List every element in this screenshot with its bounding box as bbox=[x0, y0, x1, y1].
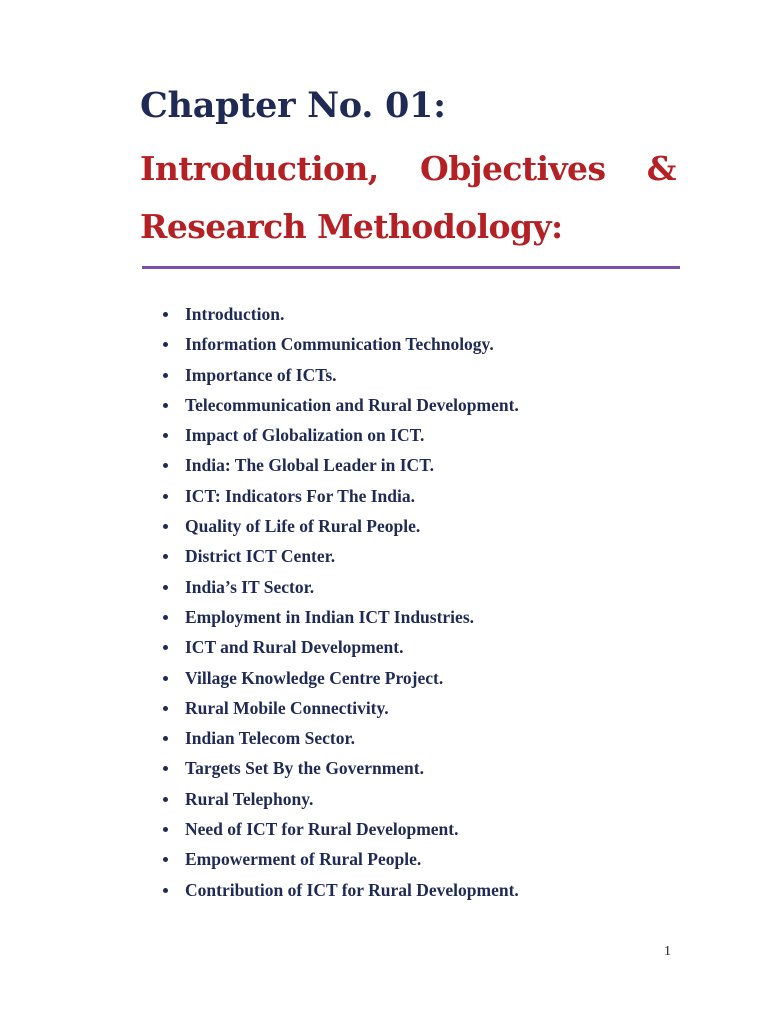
list-item bbox=[160, 391, 519, 421]
list-item-text: Empowerment of Rural People. bbox=[185, 849, 422, 870]
list-item-text: District ICT Center. bbox=[185, 546, 336, 567]
list-item bbox=[160, 633, 519, 663]
bullet-icon bbox=[163, 312, 168, 317]
list-item-text: ICT and Rural Development. bbox=[185, 637, 404, 658]
list-item-text: Information Communication Technology. bbox=[185, 334, 494, 355]
section-divider bbox=[142, 266, 680, 269]
bullet-icon bbox=[163, 524, 168, 529]
bullet-icon bbox=[163, 494, 168, 499]
list-item-text: India’s IT Sector. bbox=[185, 576, 315, 597]
list-item-text: Indian Telecom Sector. bbox=[185, 728, 355, 749]
subtitle-word: Objectives bbox=[420, 149, 606, 188]
chapter-subtitle bbox=[140, 140, 676, 256]
list-item bbox=[160, 876, 519, 906]
list-item bbox=[160, 421, 519, 451]
list-item bbox=[160, 300, 519, 330]
bullet-icon bbox=[163, 797, 168, 802]
bullet-icon bbox=[163, 645, 168, 650]
list-item bbox=[160, 482, 519, 512]
bullet-icon bbox=[163, 373, 168, 378]
bullet-icon bbox=[163, 857, 168, 862]
list-item-text: Employment in Indian ICT Industries. bbox=[185, 606, 474, 627]
bullet-icon bbox=[163, 736, 168, 741]
list-item-text: Need of ICT for Rural Development. bbox=[185, 819, 459, 840]
list-item bbox=[160, 603, 519, 633]
bullet-icon bbox=[163, 463, 168, 468]
list-item bbox=[160, 361, 519, 391]
list-item bbox=[160, 845, 519, 875]
list-item-text: Telecommunication and Rural Development. bbox=[185, 394, 519, 415]
subtitle-word: & bbox=[646, 149, 676, 188]
list-item-text: Village Knowledge Centre Project. bbox=[185, 667, 444, 688]
bullet-icon bbox=[163, 342, 168, 347]
list-item-text: Rural Mobile Connectivity. bbox=[185, 697, 389, 718]
list-item-text: India: The Global Leader in ICT. bbox=[185, 455, 434, 476]
list-item bbox=[160, 694, 519, 724]
subtitle-word: Introduction, bbox=[140, 149, 379, 188]
list-item bbox=[160, 754, 519, 784]
bullet-icon bbox=[163, 827, 168, 832]
bullet-icon bbox=[163, 585, 168, 590]
list-item bbox=[160, 664, 519, 694]
list-item bbox=[160, 724, 519, 754]
page-number: 1 bbox=[664, 944, 671, 959]
list-item bbox=[160, 573, 519, 603]
bullet-icon bbox=[163, 554, 168, 559]
chapter-title: Chapter No. 01: bbox=[140, 85, 446, 126]
list-item bbox=[160, 542, 519, 572]
list-item-text: Impact of Globalization on ICT. bbox=[185, 425, 425, 446]
bullet-icon bbox=[163, 888, 168, 893]
list-item-text: Contribution of ICT for Rural Development. bbox=[185, 879, 519, 900]
list-item bbox=[160, 512, 519, 542]
bullet-icon bbox=[163, 766, 168, 771]
list-item bbox=[160, 451, 519, 481]
list-item-text: Rural Telephony. bbox=[185, 788, 314, 809]
topic-list bbox=[160, 300, 519, 906]
bullet-icon bbox=[163, 433, 168, 438]
bullet-icon bbox=[163, 676, 168, 681]
list-item-text: Importance of ICTs. bbox=[185, 364, 337, 385]
subtitle-line-1 bbox=[140, 140, 676, 198]
list-item-text: Targets Set By the Government. bbox=[185, 758, 424, 779]
subtitle-line-2: Research Methodology: bbox=[140, 207, 563, 246]
list-item bbox=[160, 330, 519, 360]
list-item-text: Introduction. bbox=[185, 304, 285, 324]
bullet-icon bbox=[163, 706, 168, 711]
list-item-text: ICT: Indicators For The India. bbox=[185, 485, 415, 506]
list-item bbox=[160, 785, 519, 815]
list-item bbox=[160, 815, 519, 845]
bullet-icon bbox=[163, 615, 168, 620]
bullet-icon bbox=[163, 403, 168, 408]
list-item-text: Quality of Life of Rural People. bbox=[185, 516, 421, 537]
